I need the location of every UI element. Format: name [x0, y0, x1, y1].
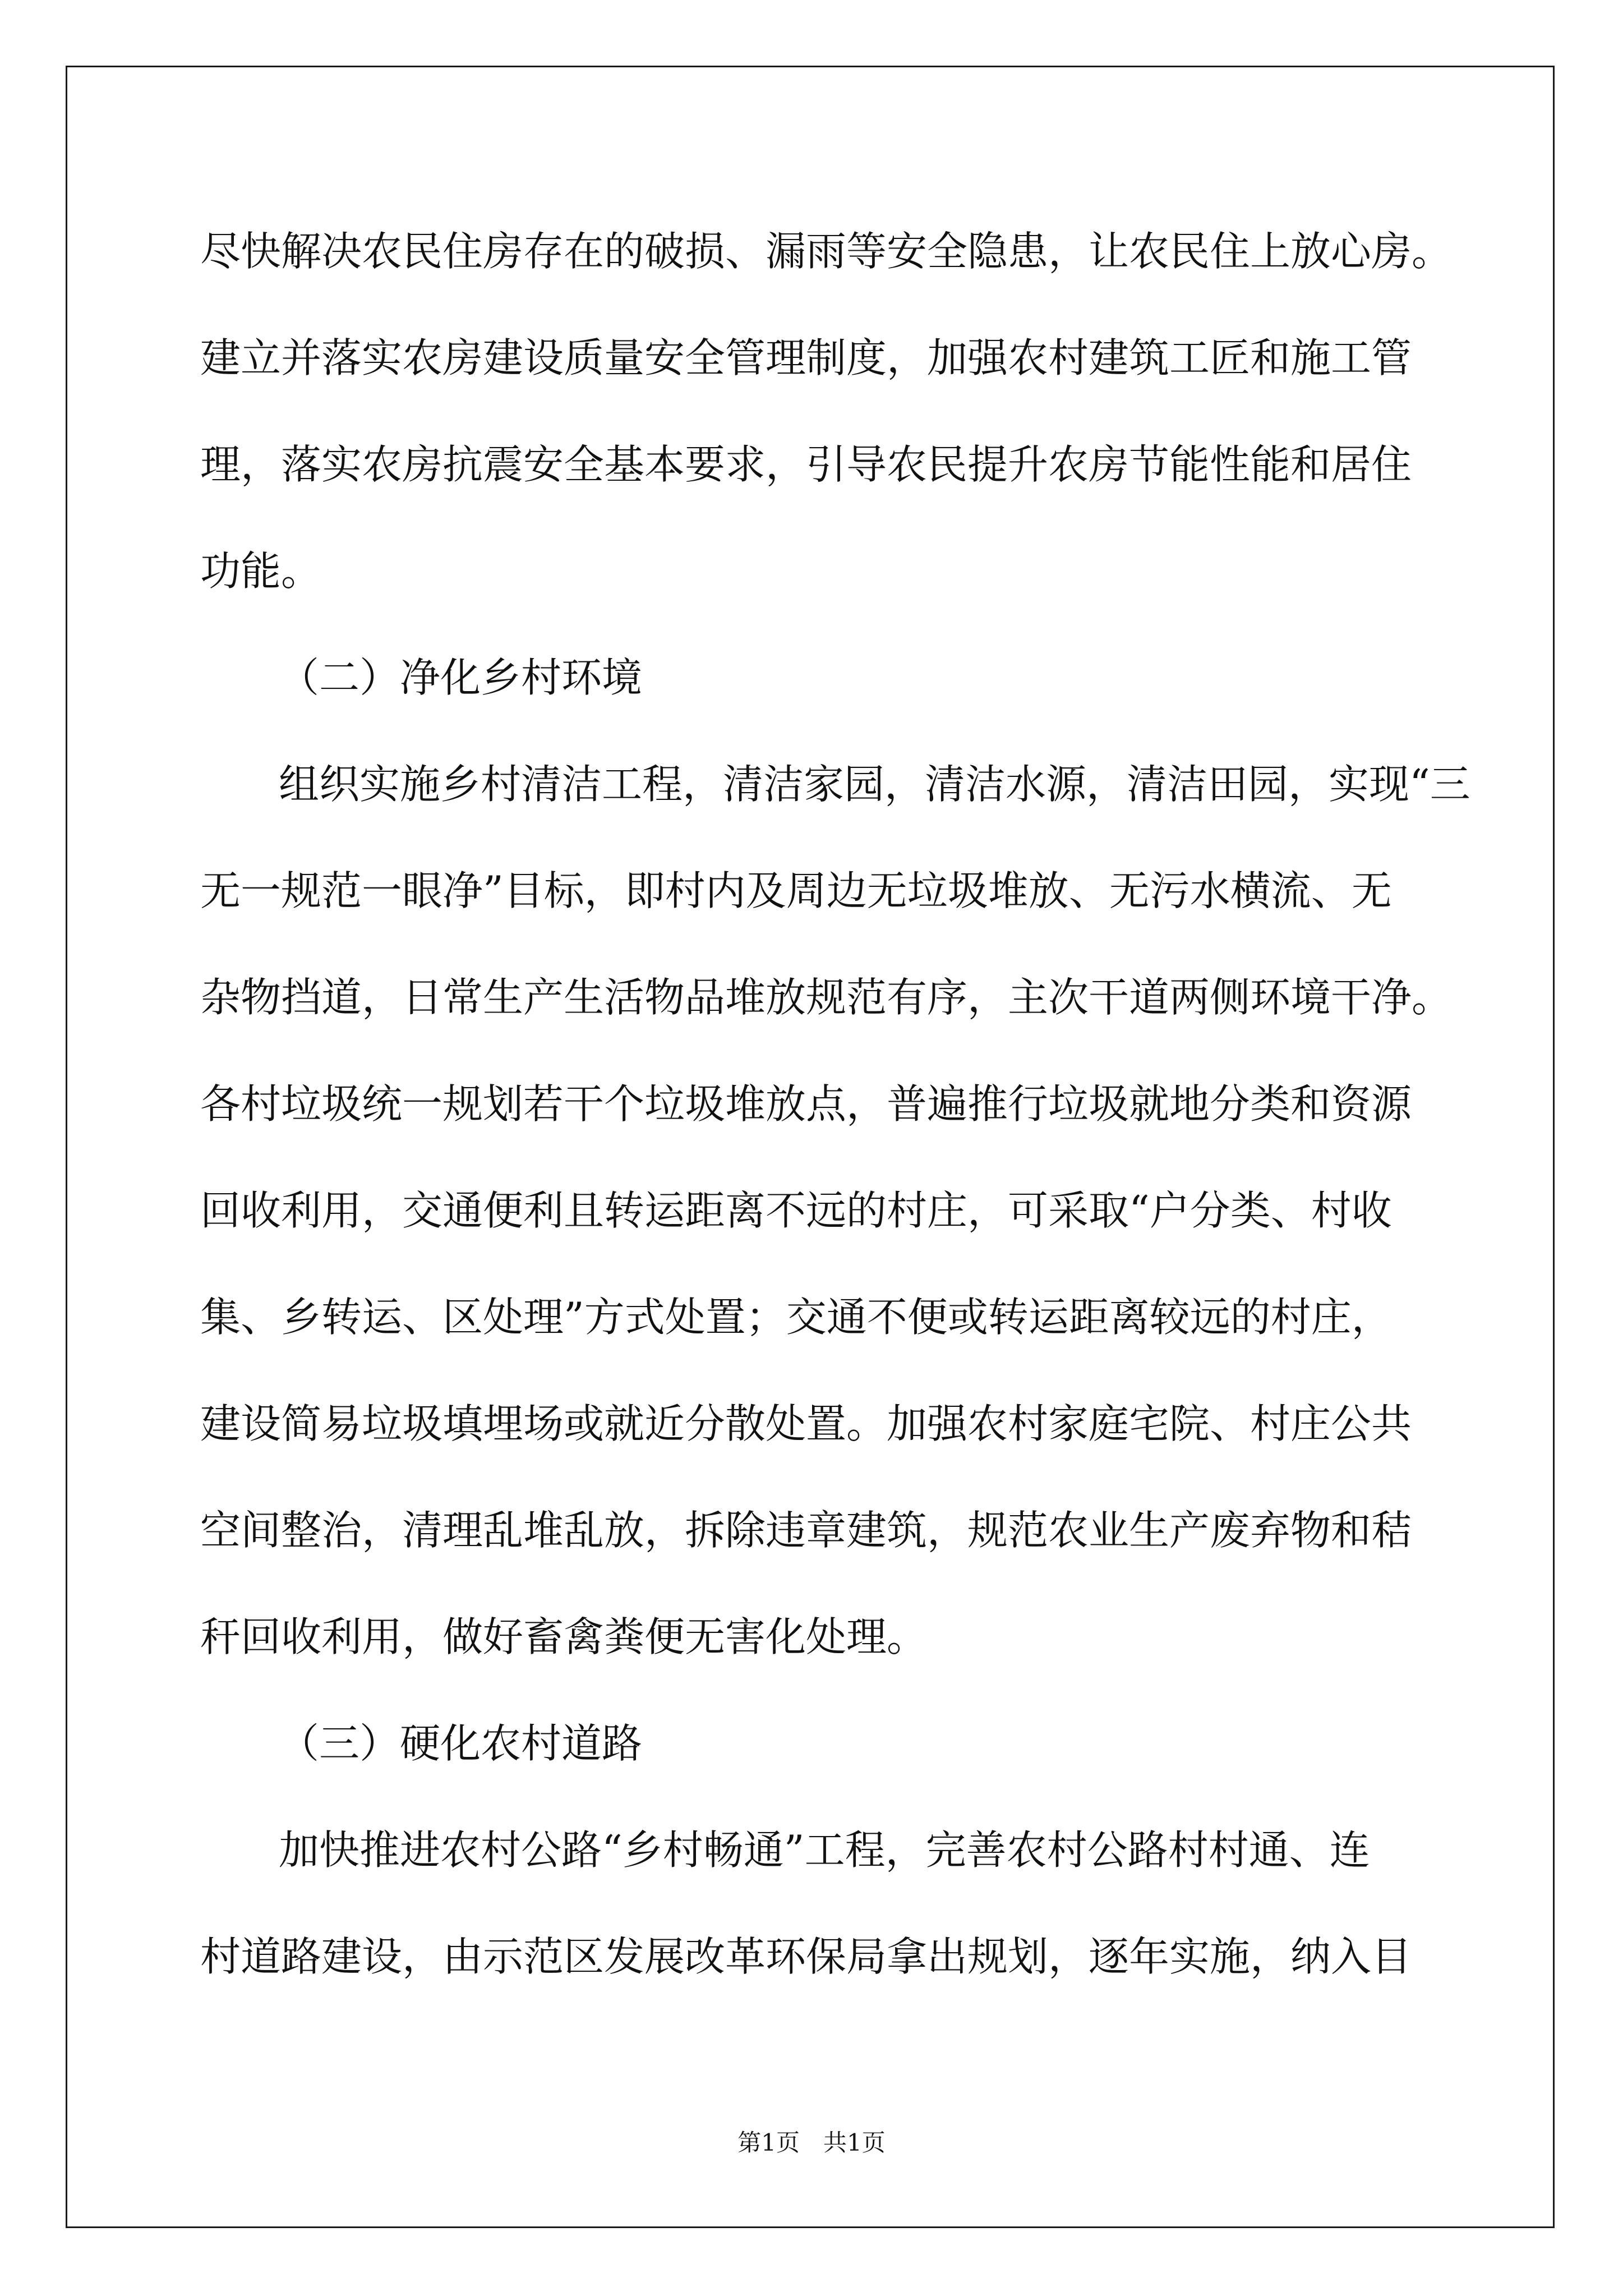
body-text-line: 理，落实农房抗震安全基本要求，引导农民提升农房节能性能和居住: [200, 441, 1412, 488]
body-text-line: 建立并落实农房建设质量安全管理制度，加强农村建筑工匠和施工管: [200, 334, 1412, 381]
body-text-line: 各村垃圾统一规划若干个垃圾堆放点，普遍推行垃圾就地分类和资源: [200, 1080, 1412, 1128]
body-text-line: 加快推进农村公路“乡村畅通”工程，完善农村公路村村通、连: [279, 1826, 1370, 1874]
body-text-line: 功能。: [200, 547, 322, 595]
body-text-line: 无一规范一眼净”目标，即村内及周边无垃圾堆放、无污水横流、无: [200, 867, 1392, 914]
body-text-line: 村道路建设，由示范区发展改革环保局拿出规划，逐年实施，纳入目: [200, 1933, 1412, 1980]
page-number-footer: 第1页 共1页: [737, 2129, 886, 2156]
page-border: [66, 66, 1555, 2228]
body-text-line: 回收利用，交通便利且转运距离不远的村庄，可采取“户分类、村收: [200, 1187, 1392, 1234]
body-text-line: 建设简易垃圾填埋场或就近分散处置。加强农村家庭宅院、村庄公共: [200, 1400, 1412, 1447]
body-text-line: 秆回收利用，做好畜禽粪便无害化处理。: [200, 1613, 928, 1660]
section-heading: （二）净化乡村环境: [279, 654, 643, 701]
body-text-line: 组织实施乡村清洁工程，清洁家园，清洁水源，清洁田园，实现“三: [279, 761, 1470, 808]
body-text-line: 空间整治，清理乱堆乱放，拆除违章建筑，规范农业生产废弃物和秸: [200, 1507, 1412, 1554]
section-heading: （三）硬化农村道路: [279, 1720, 643, 1767]
body-text-line: 尽快解决农民住房存在的破损、漏雨等安全隐患，让农民住上放心房。: [200, 228, 1453, 275]
body-text-line: 杂物挡道，日常生产生活物品堆放规范有序，主次干道两侧环境干净。: [200, 974, 1453, 1021]
body-text-line: 集、乡转运、区处理”方式处置；交通不便或转运距离较远的村庄，: [200, 1294, 1392, 1341]
